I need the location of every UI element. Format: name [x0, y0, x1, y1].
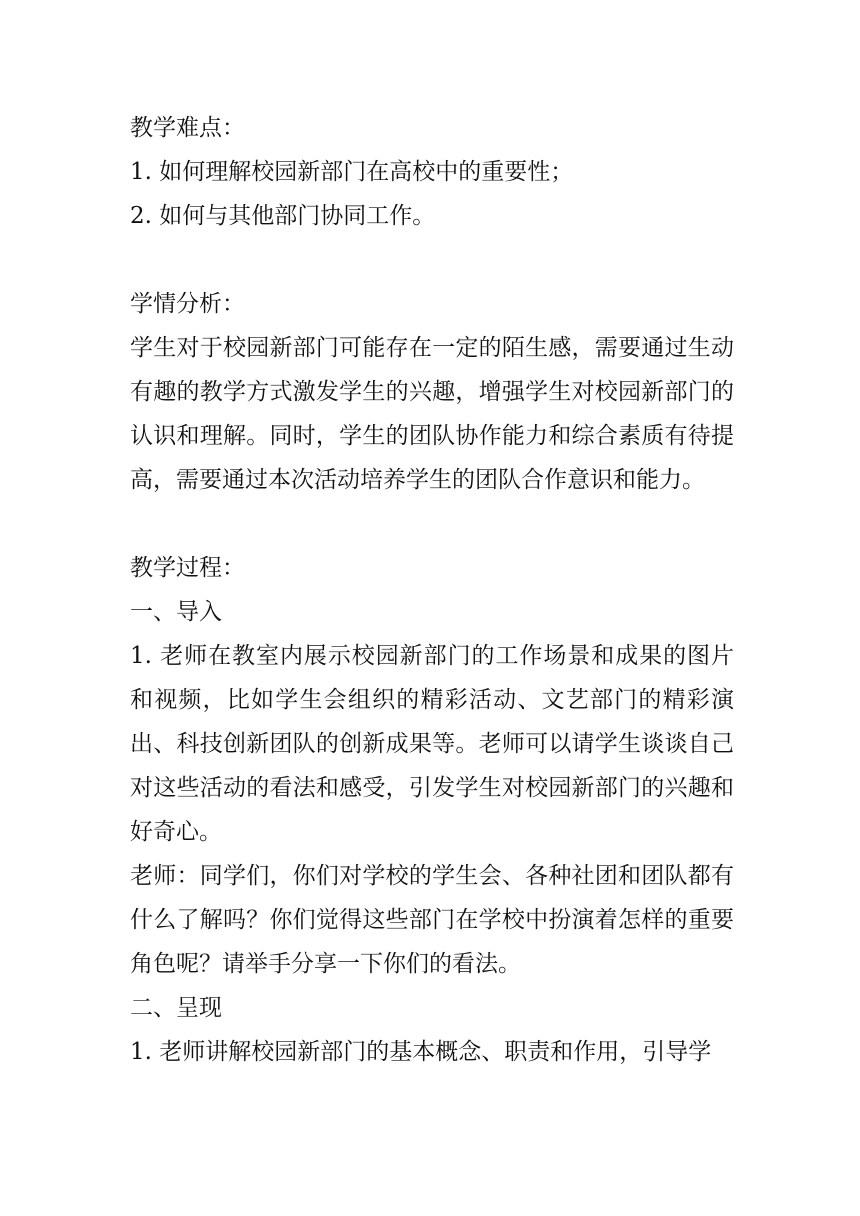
section-2-title: 二、呈现 [130, 995, 222, 1021]
analysis-paragraph: 学生对于校园新部门可能存在一定的陌生感，需要通过生动有趣的教学方式激发学生的兴趣，增强学生对校园新部门的认识和理解。同时，学生的团队协作能力和综合素质有待提高，需要通过本次活动培养学生的团队合作意识和能力。 [130, 335, 734, 493]
document-body [130, 106, 734, 1074]
analysis-heading: 学情分析： [130, 291, 245, 317]
teacher-speech: 老师：同学们，你们对学校的学生会、各种社团和团队都有什么了解吗？你们觉得这些部门在学校中扮演着怎样的重要角色呢？请举手分享一下你们的看法。 [130, 863, 734, 977]
difficulty-heading: 教学难点： [130, 115, 245, 141]
process-heading: 教学过程： [130, 555, 245, 581]
difficulty-item-2: 2. 如何与其他部门协同工作。 [130, 203, 436, 229]
blank-line [130, 502, 734, 546]
section-1-title: 一、导入 [130, 599, 222, 625]
difficulty-item-1: 1. 如何理解校园新部门在高校中的重要性； [130, 159, 574, 185]
blank-line [130, 238, 734, 282]
section-1-item-1: 1. 老师在教室内展示校园新部门的工作场景和成果的图片和视频，比如学生会组织的精彩活动、文艺部门的精彩演出、科技创新团队的创新成果等。老师可以请学生谈谈自己对这些活动的看法和感受，引发学生对校园新部门的兴趣和好奇心。 [130, 643, 734, 845]
section-2-item-1: 1. 老师讲解校园新部门的基本概念、职责和作用，引导学 [130, 1039, 712, 1065]
